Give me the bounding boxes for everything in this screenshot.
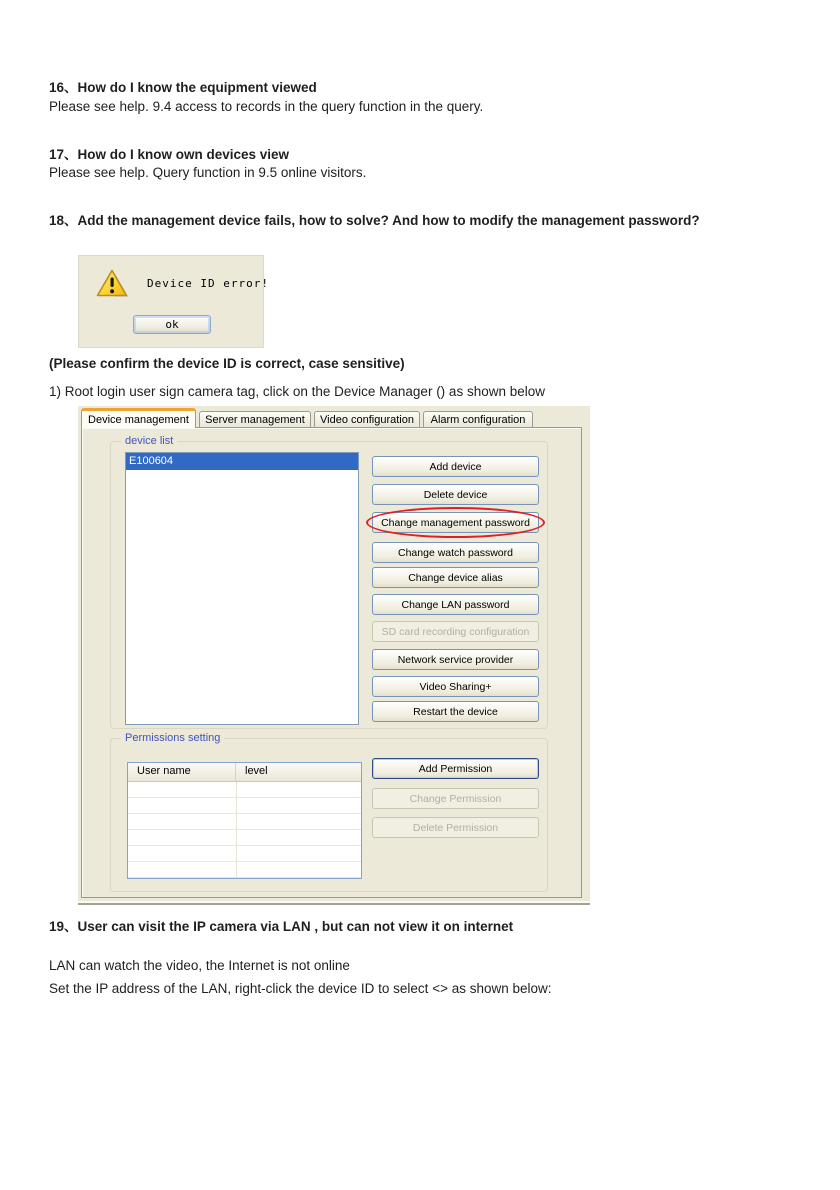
empty-table-row	[128, 846, 361, 862]
confirm-note: (Please confirm the device ID is correct, case sensitive)	[49, 356, 405, 371]
warning-triangle-icon	[95, 268, 130, 305]
faq17-heading: 17、How do I know own devices view	[49, 147, 290, 162]
change-management-password-button[interactable]: Change management password	[372, 512, 539, 533]
column-header-level[interactable]: level	[245, 765, 268, 777]
sd-card-recording-configuration-button: SD card recording configuration	[372, 621, 539, 642]
empty-table-row	[128, 782, 361, 798]
tab-video-configuration[interactable]: Video configuration	[314, 411, 420, 428]
step-line: 1) Root login user sign camera tag, click on the Device Manager () as shown below	[49, 384, 545, 399]
change-device-alias-button[interactable]: Change device alias	[372, 567, 539, 588]
faq16-body: Please see help. 9.4 access to records in the query function in the query.	[49, 99, 484, 114]
restart-device-button[interactable]: Restart the device	[372, 701, 539, 722]
video-sharing-button[interactable]: Video Sharing+	[372, 676, 539, 697]
change-lan-password-button[interactable]: Change LAN password	[372, 594, 539, 615]
change-permission-button: Change Permission	[372, 788, 539, 809]
empty-table-row	[128, 830, 361, 846]
empty-table-row	[128, 798, 361, 814]
window-bottom-edge	[78, 903, 590, 905]
device-list-group-label: device list	[121, 435, 177, 447]
add-device-button[interactable]: Add device	[372, 456, 539, 477]
permissions-table-header	[128, 763, 361, 782]
tab-device-management[interactable]: Device management	[81, 408, 196, 428]
tab-alarm-configuration[interactable]: Alarm configuration	[423, 411, 533, 428]
empty-table-row	[128, 862, 361, 878]
device-manager-window	[78, 406, 590, 905]
faq19-line1: LAN can watch the video, the Internet is not online	[49, 958, 350, 973]
network-service-provider-button[interactable]: Network service provider	[372, 649, 539, 670]
device-listbox[interactable]	[125, 452, 359, 725]
tab-server-management[interactable]: Server management	[199, 411, 311, 428]
column-header-user-name[interactable]: User name	[128, 763, 236, 781]
add-permission-button[interactable]: Add Permission	[372, 758, 539, 779]
ok-button[interactable]: ok	[133, 315, 211, 334]
faq18-heading: 18、Add the management device fails, how to solve? And how to modify the management password?	[49, 213, 700, 228]
faq19-line2: Set the IP address of the LAN, right-click the device ID to select <> as shown below:	[49, 981, 552, 996]
table-column-divider	[236, 782, 237, 878]
delete-device-button[interactable]: Delete device	[372, 484, 539, 505]
change-watch-password-button[interactable]: Change watch password	[372, 542, 539, 563]
permissions-table	[127, 762, 362, 879]
delete-permission-button: Delete Permission	[372, 817, 539, 838]
faq19-heading: 19、User can visit the IP camera via LAN , but can not view it on internet	[49, 919, 514, 934]
faq17-body: Please see help. Query function in 9.5 online visitors.	[49, 165, 367, 180]
empty-table-row	[128, 814, 361, 830]
device-list-item-selected[interactable]: E100604	[126, 453, 358, 470]
device-id-error-dialog	[78, 255, 269, 348]
permissions-group-label: Permissions setting	[121, 732, 224, 744]
error-message: Device ID error!	[147, 277, 269, 290]
faq16-heading: 16、How do I know the equipment viewed	[49, 80, 317, 95]
